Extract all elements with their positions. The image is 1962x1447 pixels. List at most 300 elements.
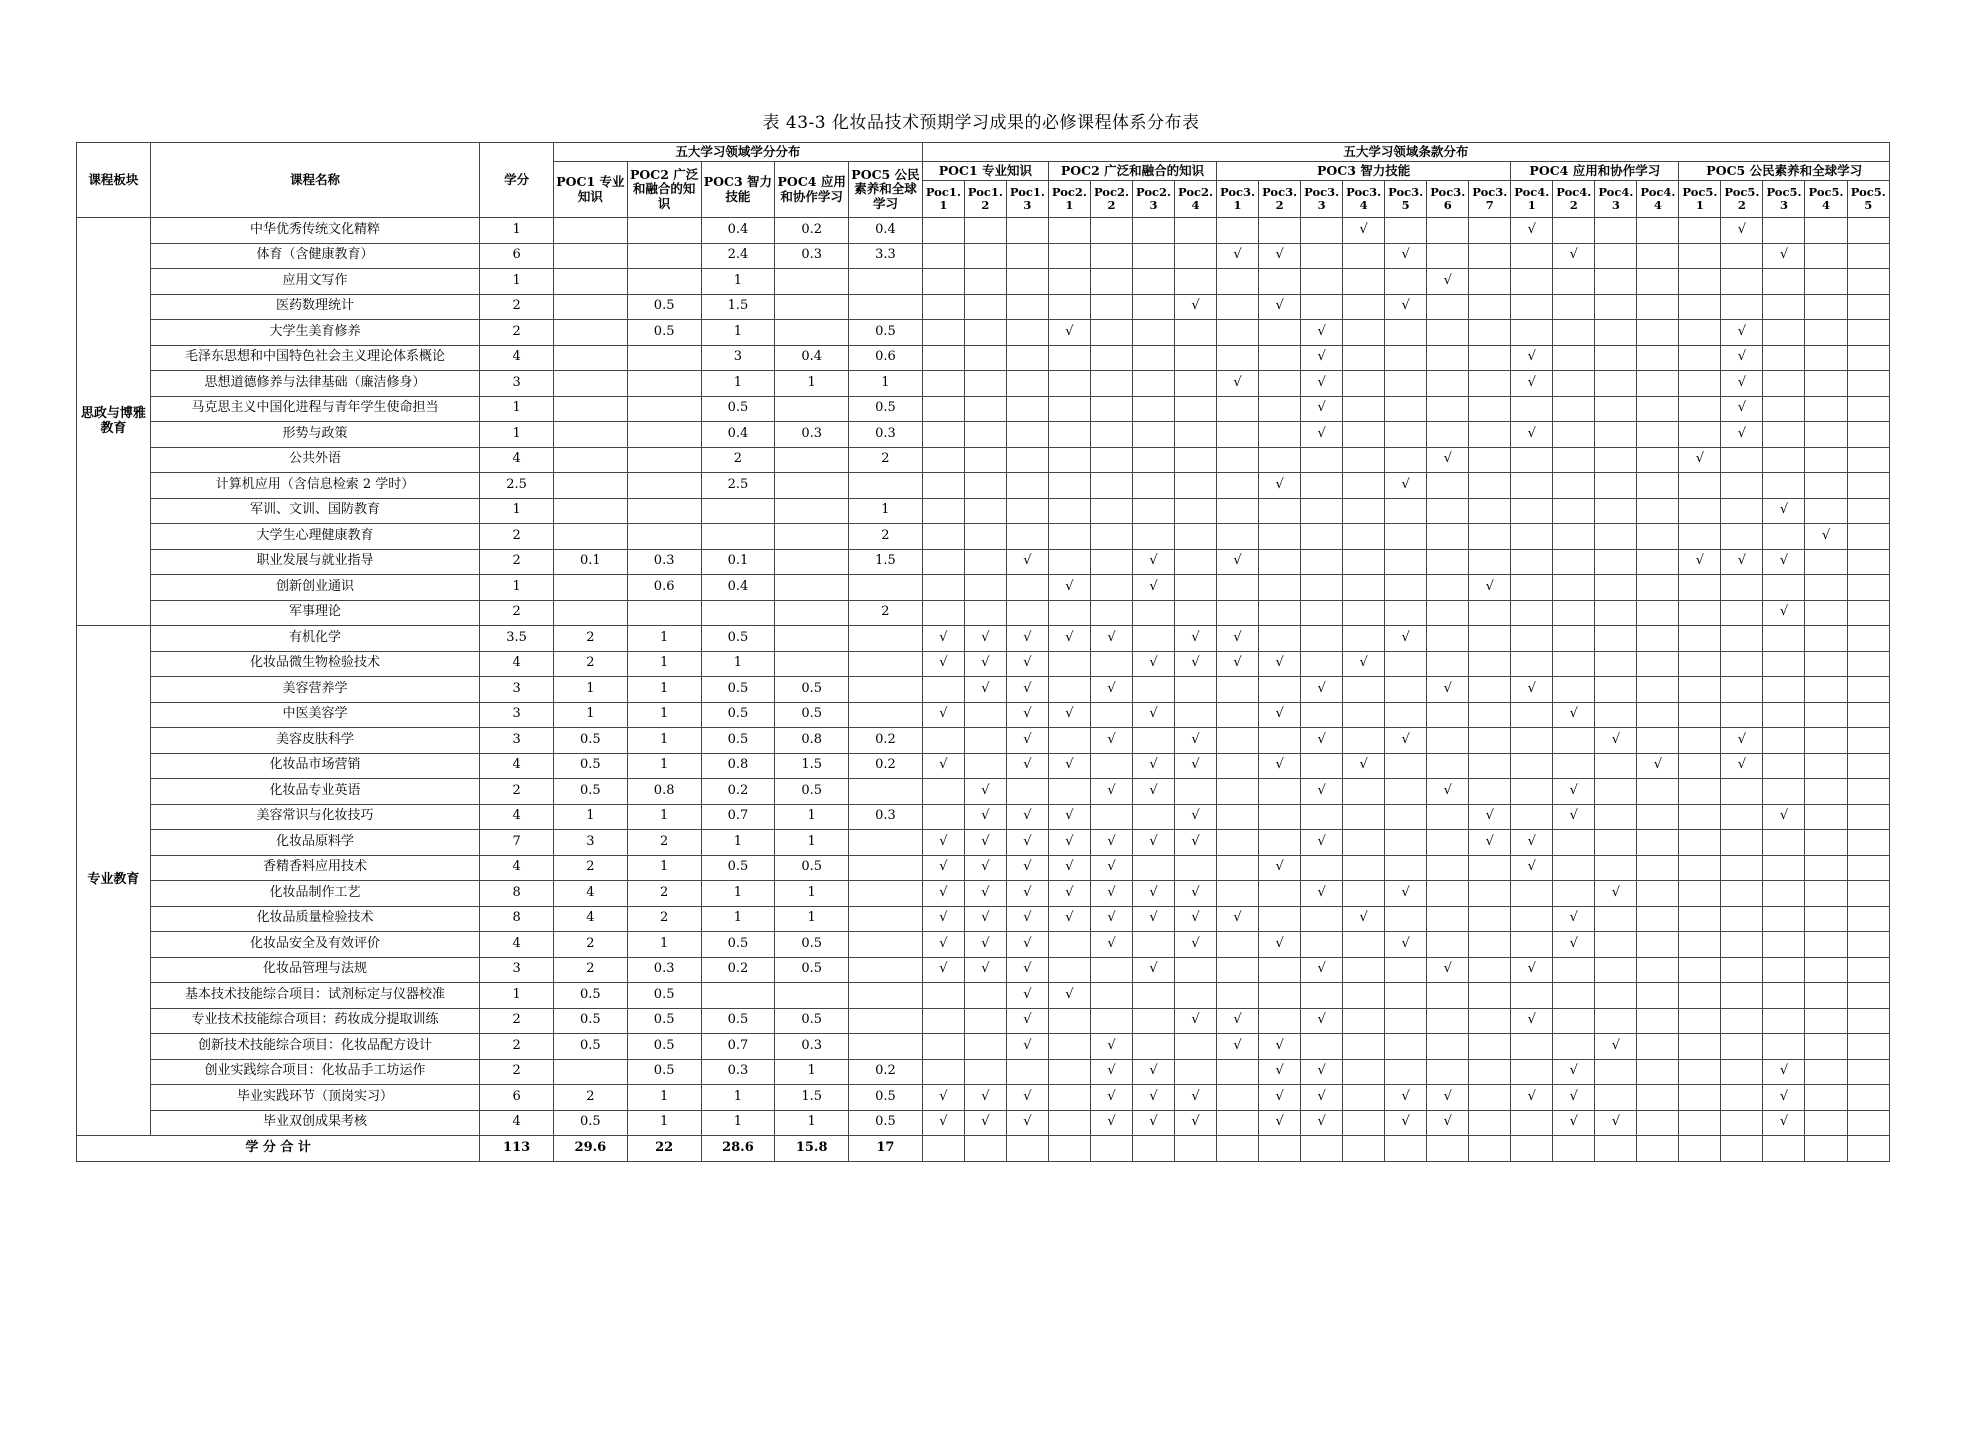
empty-cell bbox=[1343, 269, 1385, 295]
empty-cell bbox=[1259, 677, 1301, 703]
credit-value bbox=[554, 218, 628, 244]
course-credit: 8 bbox=[480, 906, 554, 932]
empty-cell bbox=[1763, 983, 1805, 1009]
empty-cell bbox=[1175, 447, 1217, 473]
header-subcolumn: Poc5. 2 bbox=[1721, 181, 1763, 218]
total-credit-value: 22 bbox=[627, 1136, 701, 1162]
credit-value bbox=[775, 498, 849, 524]
empty-cell bbox=[1301, 855, 1343, 881]
empty-cell bbox=[1805, 1136, 1847, 1162]
credit-value: 2 bbox=[554, 1085, 628, 1111]
credit-value: 0.5 bbox=[627, 1034, 701, 1060]
empty-cell bbox=[1132, 677, 1174, 703]
check-mark: √ bbox=[1132, 702, 1174, 728]
empty-cell bbox=[1637, 804, 1679, 830]
empty-cell bbox=[1343, 626, 1385, 652]
empty-cell bbox=[1385, 218, 1427, 244]
empty-cell bbox=[1006, 524, 1048, 550]
empty-cell bbox=[1469, 524, 1511, 550]
table-row bbox=[77, 600, 1890, 626]
empty-cell bbox=[1048, 1110, 1090, 1136]
check-mark: √ bbox=[1301, 371, 1343, 397]
credit-value: 1 bbox=[775, 1059, 849, 1085]
empty-cell bbox=[1511, 983, 1553, 1009]
header-subcolumn: Poc2. 3 bbox=[1132, 181, 1174, 218]
check-mark: √ bbox=[1090, 626, 1132, 652]
empty-cell bbox=[1259, 983, 1301, 1009]
empty-cell bbox=[1595, 294, 1637, 320]
empty-cell bbox=[1763, 855, 1805, 881]
total-credit-value: 17 bbox=[849, 1136, 923, 1162]
course-name: 应用文写作 bbox=[150, 269, 479, 295]
check-mark: √ bbox=[1048, 983, 1090, 1009]
course-name: 马克思主义中国化进程与青年学生使命担当 bbox=[150, 396, 479, 422]
check-mark: √ bbox=[1553, 804, 1595, 830]
empty-cell bbox=[1469, 702, 1511, 728]
empty-cell bbox=[1090, 804, 1132, 830]
check-mark: √ bbox=[1427, 269, 1469, 295]
empty-cell bbox=[1048, 779, 1090, 805]
check-mark: √ bbox=[1553, 906, 1595, 932]
empty-cell bbox=[1511, 269, 1553, 295]
check-mark: √ bbox=[1006, 549, 1048, 575]
empty-cell bbox=[1048, 498, 1090, 524]
empty-cell bbox=[1805, 677, 1847, 703]
empty-cell bbox=[1595, 320, 1637, 346]
empty-cell bbox=[1006, 396, 1048, 422]
empty-cell bbox=[1301, 498, 1343, 524]
empty-cell bbox=[1511, 498, 1553, 524]
empty-cell bbox=[1469, 396, 1511, 422]
header-block: 课程板块 bbox=[77, 143, 151, 218]
course-credit: 4 bbox=[480, 447, 554, 473]
empty-cell bbox=[922, 1059, 964, 1085]
empty-cell bbox=[1469, 473, 1511, 499]
credit-value: 1 bbox=[701, 371, 775, 397]
credit-value bbox=[701, 498, 775, 524]
empty-cell bbox=[1217, 855, 1259, 881]
empty-cell bbox=[1469, 932, 1511, 958]
table-row bbox=[77, 957, 1890, 983]
credit-value bbox=[554, 396, 628, 422]
empty-cell bbox=[922, 804, 964, 830]
credit-value: 0.3 bbox=[775, 422, 849, 448]
credit-value: 0.5 bbox=[701, 932, 775, 958]
credit-value bbox=[627, 473, 701, 499]
table-row bbox=[77, 1085, 1890, 1111]
empty-cell bbox=[1847, 983, 1889, 1009]
empty-cell bbox=[1006, 345, 1048, 371]
empty-cell bbox=[922, 549, 964, 575]
course-credit: 4 bbox=[480, 1110, 554, 1136]
check-mark: √ bbox=[1048, 804, 1090, 830]
credit-value bbox=[849, 677, 923, 703]
empty-cell bbox=[964, 294, 1006, 320]
check-mark: √ bbox=[1595, 881, 1637, 907]
empty-cell bbox=[1469, 677, 1511, 703]
empty-cell bbox=[1217, 804, 1259, 830]
empty-cell bbox=[1805, 218, 1847, 244]
credit-value: 0.8 bbox=[627, 779, 701, 805]
header-subcolumn: Poc3. 1 bbox=[1217, 181, 1259, 218]
empty-cell bbox=[1343, 804, 1385, 830]
credit-value bbox=[554, 269, 628, 295]
empty-cell bbox=[1343, 1085, 1385, 1111]
credit-value: 1.5 bbox=[775, 753, 849, 779]
credit-value: 1 bbox=[627, 702, 701, 728]
header-subcolumn: Poc2. 4 bbox=[1175, 181, 1217, 218]
empty-cell bbox=[1847, 422, 1889, 448]
check-mark: √ bbox=[922, 1110, 964, 1136]
table-row bbox=[77, 345, 1890, 371]
empty-cell bbox=[1343, 957, 1385, 983]
empty-cell bbox=[1385, 1136, 1427, 1162]
credit-value: 1 bbox=[701, 269, 775, 295]
credit-value: 0.5 bbox=[701, 677, 775, 703]
credit-value bbox=[554, 575, 628, 601]
empty-cell bbox=[1343, 1034, 1385, 1060]
course-credit: 2 bbox=[480, 549, 554, 575]
empty-cell bbox=[1427, 626, 1469, 652]
header-poc1-credit: POC1 专业知识 bbox=[554, 162, 628, 218]
check-mark: √ bbox=[922, 830, 964, 856]
check-mark: √ bbox=[1090, 906, 1132, 932]
check-mark: √ bbox=[1301, 1110, 1343, 1136]
empty-cell bbox=[1637, 906, 1679, 932]
credit-value: 1 bbox=[554, 804, 628, 830]
empty-cell bbox=[1385, 1059, 1427, 1085]
check-mark: √ bbox=[964, 626, 1006, 652]
check-mark: √ bbox=[1301, 1085, 1343, 1111]
empty-cell bbox=[1427, 218, 1469, 244]
check-mark: √ bbox=[1427, 447, 1469, 473]
credit-value: 0.4 bbox=[701, 422, 775, 448]
empty-cell bbox=[1427, 294, 1469, 320]
credit-value: 0.3 bbox=[775, 243, 849, 269]
credit-value bbox=[775, 549, 849, 575]
check-mark: √ bbox=[1553, 1059, 1595, 1085]
empty-cell bbox=[1637, 932, 1679, 958]
check-mark: √ bbox=[1469, 830, 1511, 856]
course-credit: 4 bbox=[480, 753, 554, 779]
credit-value: 4 bbox=[554, 881, 628, 907]
empty-cell bbox=[1595, 855, 1637, 881]
header-credit: 学分 bbox=[480, 143, 554, 218]
empty-cell bbox=[1553, 651, 1595, 677]
empty-cell bbox=[1217, 1085, 1259, 1111]
empty-cell bbox=[1259, 498, 1301, 524]
empty-cell bbox=[1553, 855, 1595, 881]
empty-cell bbox=[1553, 753, 1595, 779]
credit-value: 0.3 bbox=[627, 549, 701, 575]
empty-cell bbox=[1469, 779, 1511, 805]
credit-value: 2 bbox=[554, 651, 628, 677]
course-name: 香精香料应用技术 bbox=[150, 855, 479, 881]
empty-cell bbox=[964, 983, 1006, 1009]
empty-cell bbox=[1048, 269, 1090, 295]
empty-cell bbox=[1469, 651, 1511, 677]
credit-value: 1 bbox=[627, 804, 701, 830]
empty-cell bbox=[1343, 855, 1385, 881]
empty-cell bbox=[1553, 396, 1595, 422]
empty-cell bbox=[1511, 320, 1553, 346]
empty-cell bbox=[1175, 524, 1217, 550]
course-name: 创新技术技能综合项目：化妆品配方设计 bbox=[150, 1034, 479, 1060]
empty-cell bbox=[1553, 345, 1595, 371]
empty-cell bbox=[1090, 524, 1132, 550]
header-subcolumn: Poc1. 2 bbox=[964, 181, 1006, 218]
check-mark: √ bbox=[1721, 396, 1763, 422]
credit-value: 0.7 bbox=[701, 804, 775, 830]
empty-cell bbox=[1048, 243, 1090, 269]
empty-cell bbox=[1217, 1110, 1259, 1136]
header-poc2-credit: POC2 广泛和融合的知识 bbox=[627, 162, 701, 218]
empty-cell bbox=[1259, 626, 1301, 652]
check-mark: √ bbox=[1805, 524, 1847, 550]
empty-cell bbox=[1427, 524, 1469, 550]
empty-cell bbox=[1301, 1136, 1343, 1162]
empty-cell bbox=[1847, 498, 1889, 524]
empty-cell bbox=[1595, 396, 1637, 422]
check-mark: √ bbox=[922, 957, 964, 983]
credit-value: 1 bbox=[775, 830, 849, 856]
table-row bbox=[77, 422, 1890, 448]
empty-cell bbox=[1637, 371, 1679, 397]
empty-cell bbox=[1175, 396, 1217, 422]
empty-cell bbox=[1763, 881, 1805, 907]
empty-cell bbox=[964, 600, 1006, 626]
course-name: 有机化学 bbox=[150, 626, 479, 652]
credit-value bbox=[627, 371, 701, 397]
table-row bbox=[77, 294, 1890, 320]
empty-cell bbox=[1553, 1034, 1595, 1060]
empty-cell bbox=[1132, 600, 1174, 626]
check-mark: √ bbox=[1301, 830, 1343, 856]
empty-cell bbox=[922, 600, 964, 626]
empty-cell bbox=[1511, 753, 1553, 779]
empty-cell bbox=[1637, 396, 1679, 422]
empty-cell bbox=[1301, 294, 1343, 320]
empty-cell bbox=[1343, 243, 1385, 269]
empty-cell bbox=[1805, 957, 1847, 983]
credit-value: 4 bbox=[554, 906, 628, 932]
empty-cell bbox=[1175, 855, 1217, 881]
course-credit: 2.5 bbox=[480, 473, 554, 499]
credit-value bbox=[701, 600, 775, 626]
empty-cell bbox=[1721, 932, 1763, 958]
empty-cell bbox=[1763, 753, 1805, 779]
header-poc3-credit: POC3 智力技能 bbox=[701, 162, 775, 218]
empty-cell bbox=[922, 269, 964, 295]
empty-cell bbox=[922, 524, 964, 550]
check-mark: √ bbox=[964, 677, 1006, 703]
empty-cell bbox=[1048, 651, 1090, 677]
credit-value: 1 bbox=[775, 371, 849, 397]
empty-cell bbox=[1217, 983, 1259, 1009]
empty-cell bbox=[964, 218, 1006, 244]
empty-cell bbox=[1343, 702, 1385, 728]
empty-cell bbox=[1679, 651, 1721, 677]
empty-cell bbox=[1847, 1085, 1889, 1111]
check-mark: √ bbox=[1301, 320, 1343, 346]
check-mark: √ bbox=[1553, 779, 1595, 805]
empty-cell bbox=[1469, 957, 1511, 983]
empty-cell bbox=[1006, 600, 1048, 626]
empty-cell bbox=[1006, 473, 1048, 499]
empty-cell bbox=[1048, 422, 1090, 448]
empty-cell bbox=[1763, 396, 1805, 422]
empty-cell bbox=[1511, 1059, 1553, 1085]
empty-cell bbox=[1132, 473, 1174, 499]
empty-cell bbox=[1259, 396, 1301, 422]
check-mark: √ bbox=[1385, 1110, 1427, 1136]
header-subcolumn: Poc3. 7 bbox=[1469, 181, 1511, 218]
check-mark: √ bbox=[1511, 218, 1553, 244]
empty-cell bbox=[1721, 1034, 1763, 1060]
check-mark: √ bbox=[1132, 549, 1174, 575]
empty-cell bbox=[1469, 1110, 1511, 1136]
empty-cell bbox=[1595, 269, 1637, 295]
empty-cell bbox=[1805, 804, 1847, 830]
empty-cell bbox=[1343, 983, 1385, 1009]
empty-cell bbox=[1679, 396, 1721, 422]
empty-cell bbox=[964, 1008, 1006, 1034]
empty-cell bbox=[1637, 855, 1679, 881]
empty-cell bbox=[1175, 1034, 1217, 1060]
empty-cell bbox=[1847, 600, 1889, 626]
empty-cell bbox=[1132, 855, 1174, 881]
check-mark: √ bbox=[1048, 626, 1090, 652]
credit-value: 1.5 bbox=[849, 549, 923, 575]
empty-cell bbox=[1132, 269, 1174, 295]
empty-cell bbox=[1217, 524, 1259, 550]
empty-cell bbox=[1132, 1136, 1174, 1162]
empty-cell bbox=[964, 575, 1006, 601]
empty-cell bbox=[1511, 1034, 1553, 1060]
credit-value: 0.2 bbox=[849, 753, 923, 779]
check-mark: √ bbox=[1763, 1110, 1805, 1136]
credit-value: 1 bbox=[627, 753, 701, 779]
check-mark: √ bbox=[1511, 1008, 1553, 1034]
empty-cell bbox=[1217, 218, 1259, 244]
check-mark: √ bbox=[1511, 830, 1553, 856]
empty-cell bbox=[1805, 1110, 1847, 1136]
empty-cell bbox=[1259, 422, 1301, 448]
empty-cell bbox=[1006, 218, 1048, 244]
header-group: POC1 专业知识 bbox=[922, 162, 1048, 181]
empty-cell bbox=[1805, 600, 1847, 626]
empty-cell bbox=[1132, 447, 1174, 473]
empty-cell bbox=[1805, 906, 1847, 932]
empty-cell bbox=[1343, 396, 1385, 422]
empty-cell bbox=[1048, 1059, 1090, 1085]
empty-cell bbox=[1090, 498, 1132, 524]
course-credit: 3 bbox=[480, 702, 554, 728]
course-credit: 6 bbox=[480, 1085, 554, 1111]
course-credit: 3 bbox=[480, 677, 554, 703]
table-row bbox=[77, 855, 1890, 881]
credit-value bbox=[849, 575, 923, 601]
empty-cell bbox=[922, 345, 964, 371]
empty-cell bbox=[1259, 524, 1301, 550]
credit-value bbox=[849, 1034, 923, 1060]
empty-cell bbox=[1847, 371, 1889, 397]
empty-cell bbox=[1805, 1034, 1847, 1060]
empty-cell bbox=[1132, 345, 1174, 371]
credit-value: 1 bbox=[701, 320, 775, 346]
empty-cell bbox=[1637, 1085, 1679, 1111]
empty-cell bbox=[1175, 549, 1217, 575]
check-mark: √ bbox=[1763, 804, 1805, 830]
empty-cell bbox=[1343, 600, 1385, 626]
credit-value bbox=[554, 294, 628, 320]
check-mark: √ bbox=[1175, 1008, 1217, 1034]
table-row bbox=[77, 702, 1890, 728]
empty-cell bbox=[1511, 447, 1553, 473]
empty-cell bbox=[1721, 779, 1763, 805]
empty-cell bbox=[1553, 320, 1595, 346]
empty-cell bbox=[1595, 753, 1637, 779]
empty-cell bbox=[1721, 983, 1763, 1009]
empty-cell bbox=[1217, 600, 1259, 626]
check-mark: √ bbox=[1132, 1059, 1174, 1085]
empty-cell bbox=[1048, 473, 1090, 499]
check-mark: √ bbox=[1679, 447, 1721, 473]
credit-value: 1 bbox=[627, 728, 701, 754]
check-mark: √ bbox=[1259, 294, 1301, 320]
empty-cell bbox=[1385, 600, 1427, 626]
empty-cell bbox=[1805, 1059, 1847, 1085]
check-mark: √ bbox=[1721, 728, 1763, 754]
empty-cell bbox=[1721, 1008, 1763, 1034]
empty-cell bbox=[1721, 473, 1763, 499]
check-mark: √ bbox=[1006, 881, 1048, 907]
empty-cell bbox=[1385, 345, 1427, 371]
empty-cell bbox=[964, 728, 1006, 754]
credit-value bbox=[775, 396, 849, 422]
check-mark: √ bbox=[1006, 830, 1048, 856]
credit-value: 0.3 bbox=[627, 957, 701, 983]
check-mark: √ bbox=[1048, 702, 1090, 728]
check-mark: √ bbox=[1090, 1034, 1132, 1060]
empty-cell bbox=[964, 447, 1006, 473]
empty-cell bbox=[1301, 447, 1343, 473]
empty-cell bbox=[1679, 957, 1721, 983]
empty-cell bbox=[1595, 779, 1637, 805]
empty-cell bbox=[1805, 371, 1847, 397]
credit-value: 1 bbox=[627, 677, 701, 703]
empty-cell bbox=[1385, 269, 1427, 295]
check-mark: √ bbox=[1090, 855, 1132, 881]
empty-cell bbox=[1511, 1110, 1553, 1136]
check-mark: √ bbox=[922, 1085, 964, 1111]
empty-cell bbox=[1132, 294, 1174, 320]
empty-cell bbox=[1217, 779, 1259, 805]
credit-value bbox=[627, 498, 701, 524]
check-mark: √ bbox=[1090, 1059, 1132, 1085]
credit-value: 1 bbox=[701, 881, 775, 907]
empty-cell bbox=[1763, 524, 1805, 550]
credit-value: 0.5 bbox=[554, 983, 628, 1009]
empty-cell bbox=[1721, 957, 1763, 983]
empty-cell bbox=[1048, 345, 1090, 371]
empty-cell bbox=[1090, 1136, 1132, 1162]
empty-cell bbox=[1006, 422, 1048, 448]
empty-cell bbox=[1511, 549, 1553, 575]
check-mark: √ bbox=[1175, 728, 1217, 754]
check-mark: √ bbox=[1132, 830, 1174, 856]
check-mark: √ bbox=[1217, 371, 1259, 397]
